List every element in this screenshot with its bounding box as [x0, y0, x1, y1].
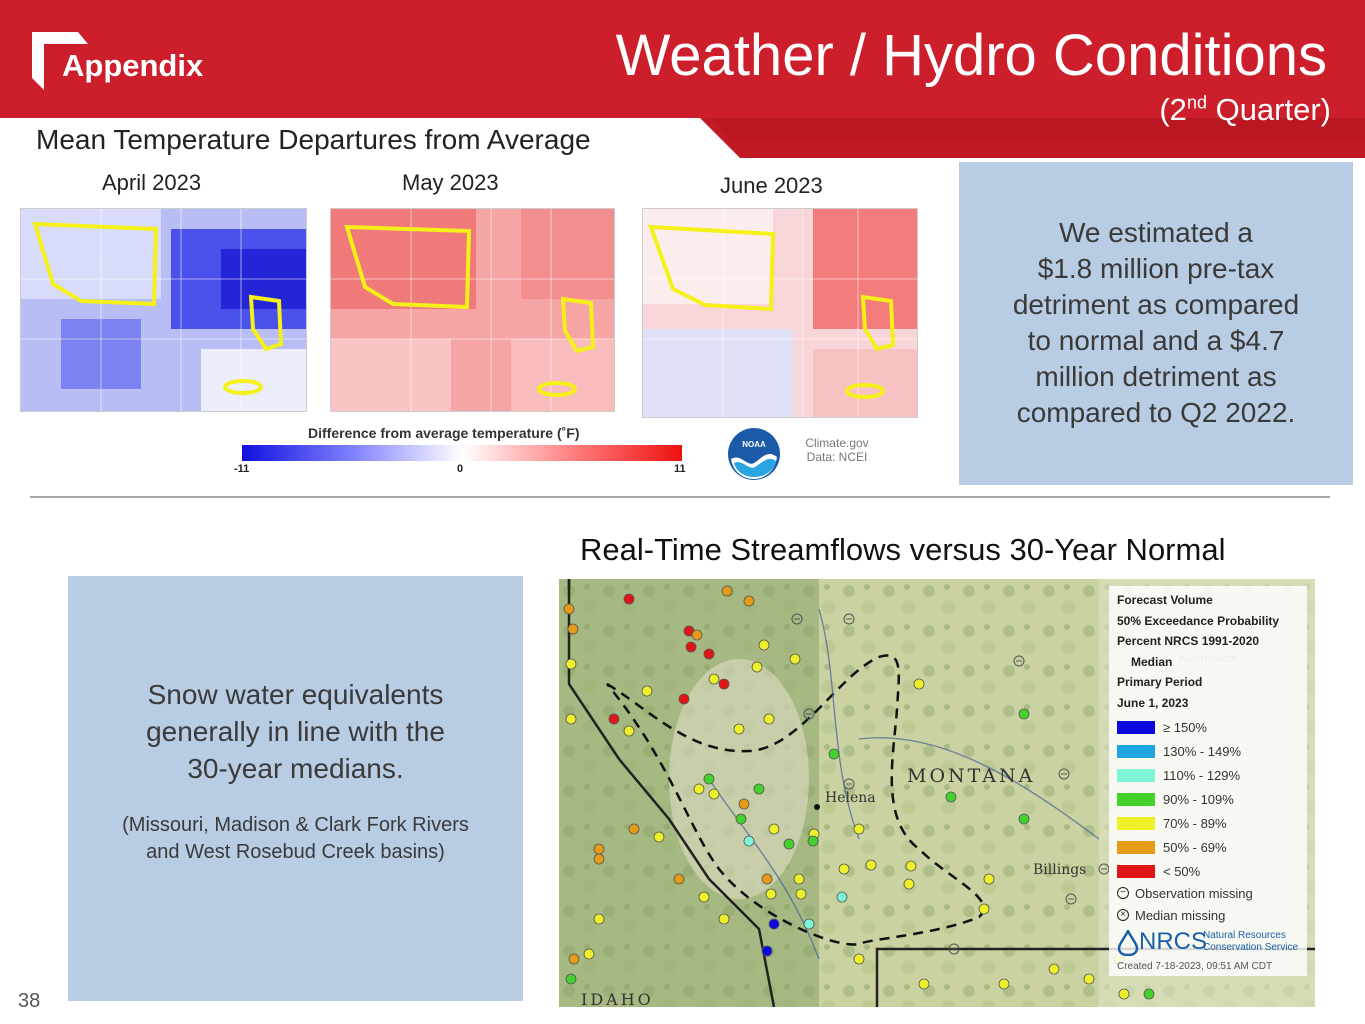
streamflow-site-marker [866, 860, 876, 870]
legend-header-forecast: Forecast Volume [1117, 593, 1213, 607]
temperature-figure-title: Mean Temperature Departures from Average [36, 124, 591, 155]
streamflow-site-marker [704, 774, 714, 784]
legend-observation-missing: − Observation missing [1117, 884, 1253, 902]
page-subtitle: (2nd Quarter) [1159, 92, 1331, 127]
streamflow-site-marker [566, 659, 576, 669]
legend-header-date: June 1, 2023 [1117, 695, 1189, 710]
credit-climate-gov: Climate.gov [805, 436, 869, 450]
streamflow-site-marker [854, 824, 864, 834]
month-label-april: April 2023 [102, 170, 202, 195]
streamflow-site-marker [629, 824, 639, 834]
streamflow-site-marker [722, 586, 732, 596]
streamflow-site-marker [744, 596, 754, 606]
streamflow-site-marker [584, 949, 594, 959]
legend-item-130: 130% - 149% [1117, 742, 1241, 760]
noaa-logo-text: NOAA [742, 440, 766, 449]
legend-item-110: 110% - 129% [1117, 766, 1240, 784]
streamflow-site-marker [594, 854, 604, 864]
nrcs-wordmark: NRCS [1139, 928, 1208, 955]
streamflow-site-marker [854, 954, 864, 964]
legend-header-median: Median [1131, 654, 1173, 669]
streamflow-site-marker [674, 874, 684, 884]
legend-item-50: 50% - 69% [1117, 838, 1227, 856]
streamflow-site-marker [624, 594, 634, 604]
streamflow-site-marker [609, 714, 619, 724]
temperature-map-may [330, 208, 615, 412]
streamflow-site-marker [769, 824, 779, 834]
streamflow-site-marker [594, 844, 604, 854]
month-label-may: May 2023 [402, 170, 499, 195]
streamflow-legend [1109, 586, 1307, 976]
legend-tick-max: 11 [674, 463, 686, 475]
streamflow-site-marker [839, 864, 849, 874]
nrcs-name-line1: Natural Resources [1203, 930, 1286, 941]
streamflow-site-marker [984, 874, 994, 884]
streamflow-site-marker [1144, 989, 1154, 999]
legend-tick-min: -11 [234, 463, 250, 475]
streamflow-title: Real-Time Streamflows versus 30-Year Normal [580, 532, 1226, 567]
streamflow-site-marker [919, 979, 929, 989]
streamflow-site-marker [642, 686, 652, 696]
streamflow-site-marker [999, 979, 1009, 989]
streamflow-site-marker [766, 889, 776, 899]
temperature-legend-title: Difference from average temperature (˚F) [308, 425, 580, 441]
water-drop-icon [1117, 930, 1139, 956]
streamflow-site-marker [946, 792, 956, 802]
snow-callout-note: (Missouri, Madison & Clark Fork Rivers and West Rosebud Creek basins) [122, 814, 469, 863]
snow-callout-text: Snow water equivalents generally in line with the 30-year medians. [146, 679, 445, 784]
map-label-helena: Helena [825, 790, 876, 806]
temperature-map-june [642, 208, 918, 418]
map-label-billings: Billings [1033, 862, 1087, 878]
streamflow-site-marker [796, 889, 806, 899]
streamflow-site-marker [736, 814, 746, 824]
streamflow-site-marker [739, 799, 749, 809]
streamflow-site-marker [759, 640, 769, 650]
noaa-credit-box [712, 422, 882, 484]
streamflow-site-marker [784, 839, 794, 849]
streamflow-site-marker [594, 914, 604, 924]
streamflow-site-marker [566, 714, 576, 724]
streamflow-site-marker [752, 662, 762, 672]
legend-item-lt50: < 50% [1117, 862, 1200, 880]
streamflow-site-marker [790, 654, 800, 664]
section-label: Appendix [62, 48, 204, 83]
legend-header-period: Primary Period [1117, 675, 1203, 689]
streamflow-site-marker [769, 919, 779, 929]
streamflow-site-marker [764, 714, 774, 724]
streamflow-site-marker [906, 861, 916, 871]
streamflow-site-marker [1084, 974, 1094, 984]
streamflow-site-marker [564, 604, 574, 614]
streamflow-site-marker [914, 679, 924, 689]
streamflow-site-marker [679, 694, 689, 704]
streamflow-site-marker [904, 879, 914, 889]
streamflow-site-marker [719, 679, 729, 689]
streamflow-site-marker [568, 624, 578, 634]
streamflow-site-marker [1019, 709, 1029, 719]
streamflow-site-marker [734, 724, 744, 734]
map-label-idaho: IDAHO [581, 990, 654, 1007]
streamflow-site-marker [829, 749, 839, 759]
streamflow-site-marker [709, 789, 719, 799]
streamflow-site-marker [744, 836, 754, 846]
page-number: 38 [18, 990, 41, 1012]
streamflow-site-marker [762, 946, 772, 956]
streamflow-site-marker [699, 892, 709, 902]
streamflow-site-marker [686, 642, 696, 652]
credit-data-source: Data: NCEI [806, 450, 868, 464]
month-label-june: June 2023 [720, 173, 823, 198]
section-divider [30, 496, 1330, 498]
streamflow-site-marker [1019, 814, 1029, 824]
legend-header-exceedance: 50% Exceedance Probability [1117, 613, 1280, 628]
streamflow-site-marker [1119, 989, 1129, 999]
observation-missing-icon: − [1117, 887, 1129, 899]
temperature-map-april [20, 208, 307, 412]
noaa-logo [727, 427, 781, 481]
page-title: Weather / Hydro Conditions [615, 23, 1327, 88]
nrcs-logo [1117, 928, 1297, 958]
map-label-montana: MONTANA [907, 765, 1036, 787]
streamflow-site-marker [1049, 964, 1059, 974]
streamflow-site-marker [692, 630, 702, 640]
streamflow-site-marker [804, 919, 814, 929]
snow-callout [68, 576, 523, 1001]
legend-tick-zero: 0 [457, 463, 464, 475]
streamflow-site-marker [808, 836, 818, 846]
temperature-color-scale [242, 445, 682, 461]
streamflow-site-marker [694, 784, 704, 794]
map-created-timestamp: Created 7-18-2023, 09:51 AM CDT [1117, 961, 1273, 972]
streamflow-site-marker [762, 874, 772, 884]
streamflow-site-marker [569, 954, 579, 964]
streamflow-site-marker [709, 674, 719, 684]
streamflow-site-marker [837, 892, 847, 902]
streamflow-site-marker [566, 974, 576, 984]
streamflow-site-marker [754, 784, 764, 794]
legend-header-percent: Percent NRCS 1991-2020 [1117, 634, 1260, 648]
streamflow-site-marker [979, 904, 989, 914]
streamflow-site-marker [654, 832, 664, 842]
median-missing-icon: × [1117, 909, 1129, 921]
temperature-impact-text: We estimated a $1.8 million pre-tax detriment as compared to normal and a $4.7 million detriment as compared to Q2 2022. [1012, 217, 1300, 428]
streamflow-site-marker [624, 726, 634, 736]
streamflow-site-marker [794, 874, 804, 884]
legend-item-90: 90% - 109% [1117, 790, 1234, 808]
streamflow-site-marker [704, 649, 714, 659]
legend-median-missing: × Median missing [1117, 906, 1225, 924]
streamflow-site-marker [719, 914, 729, 924]
legend-item-70: 70% - 89% [1117, 814, 1227, 832]
legend-item-150: ≥ 150% [1117, 718, 1207, 736]
nrcs-name-line2: Conservation Service [1203, 942, 1299, 953]
